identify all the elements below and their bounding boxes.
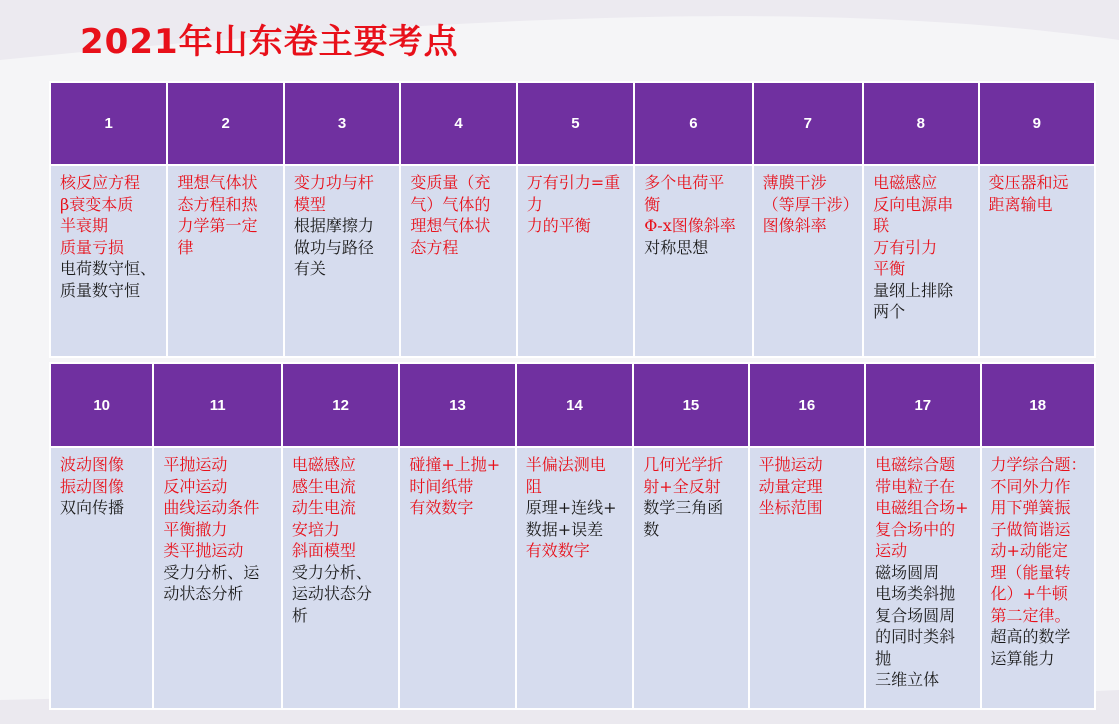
question-number-9: 9 <box>980 83 1095 164</box>
topic-line: 第二定律。 <box>990 605 1071 625</box>
topic-line: 碰撞+上抛+ <box>409 455 501 474</box>
topic-line: 射+全反射 <box>643 476 721 496</box>
topic-cell-6 <box>635 166 751 356</box>
topic-line: 超高的数学 <box>990 627 1071 646</box>
topic-line: 变质量（充 <box>410 173 491 192</box>
topic-line: 衡 <box>644 194 661 214</box>
topic-line: β衰变本质 <box>60 194 134 214</box>
question-number-13: 13 <box>400 364 514 446</box>
topic-line: 运动状态分 <box>291 584 372 603</box>
topic-line: 万有引力=重 <box>526 173 621 192</box>
topic-line: 态方程 <box>410 237 459 257</box>
topic-cell-15 <box>634 448 747 708</box>
topic-line: 安培力 <box>291 519 340 539</box>
topic-line: 反冲运动 <box>163 476 228 496</box>
topic-cell-10 <box>51 448 152 708</box>
question-number-2: 2 <box>168 83 282 164</box>
topic-line: 子做简谐运 <box>990 519 1071 539</box>
topic-line: 数据+误差 <box>525 519 604 539</box>
topic-line: 变力功与杆 <box>293 173 374 192</box>
topic-line: 阻 <box>525 476 542 496</box>
question-number-17: 17 <box>866 364 979 446</box>
topic-line: 类平抛运动 <box>163 541 244 560</box>
topic-cell-1 <box>51 166 166 356</box>
topic-line: 波动图像 <box>60 455 125 474</box>
topic-line: 复合场中的 <box>875 519 956 539</box>
topic-cell-14 <box>517 448 632 708</box>
topic-line: 距离输电 <box>988 194 1053 214</box>
topic-line: 模型 <box>293 194 326 214</box>
topic-line: 态方程和热 <box>177 194 258 214</box>
topic-line: 电场类斜抛 <box>875 584 956 603</box>
topic-line: 电荷数守恒、 <box>60 259 157 278</box>
topic-line: 理想气体状 <box>177 173 258 192</box>
question-number-6: 6 <box>635 83 751 164</box>
topic-line: 三维立体 <box>875 670 940 689</box>
topic-line: 运算能力 <box>990 648 1055 668</box>
topic-line: 动状态分析 <box>163 584 244 603</box>
topic-line: 动量定理 <box>758 476 823 496</box>
question-number-11: 11 <box>154 364 280 446</box>
topic-line: 有关 <box>293 259 326 278</box>
topic-line: 有效数字 <box>409 498 474 517</box>
topic-line: 电磁感应 <box>873 173 938 192</box>
topic-line: （等厚干涉） <box>762 194 859 214</box>
topic-line: 数 <box>643 519 660 539</box>
topic-cell-12 <box>283 448 398 708</box>
topic-line: Φ-x图像斜率 <box>644 216 736 235</box>
topic-line: 律 <box>177 237 194 257</box>
topic-line: 联 <box>873 216 890 235</box>
topic-line: 数学三角函 <box>643 498 724 517</box>
topic-line: 力学综合题： <box>990 455 1087 474</box>
page-title: 2021年山东卷主要考点 <box>80 22 459 62</box>
question-number-12: 12 <box>283 364 398 446</box>
topic-line: 抛 <box>875 648 892 668</box>
topic-line: 几何光学折 <box>643 455 724 474</box>
topic-cell-5 <box>518 166 633 356</box>
topic-line: 化）+牛顿 <box>990 584 1068 603</box>
topic-line: 反向电源串 <box>873 194 954 214</box>
question-number-5: 5 <box>518 83 633 164</box>
topic-line: 运动 <box>875 541 908 560</box>
topic-line: 理想气体状 <box>410 216 491 235</box>
topic-line: 平衡 <box>873 259 906 278</box>
topic-line: 动生电流 <box>291 498 356 517</box>
topic-cell-4 <box>401 166 515 356</box>
topic-line: 平抛运动 <box>163 455 228 474</box>
topic-line: 图像斜率 <box>762 216 827 235</box>
topic-cell-16 <box>750 448 864 708</box>
topic-line: 平抛运动 <box>758 455 823 474</box>
topic-line: 振动图像 <box>60 476 125 496</box>
topic-line: 半偏法测电 <box>525 455 606 474</box>
topics-table-top <box>49 81 1096 358</box>
topic-line: 薄膜干涉 <box>762 173 827 192</box>
question-number-3: 3 <box>285 83 399 164</box>
topic-line: 平衡撤力 <box>163 519 228 539</box>
topic-line: 坐标范围 <box>758 498 823 517</box>
topic-line: 电磁感应 <box>291 455 356 474</box>
topic-line: 半衰期 <box>60 216 109 235</box>
topic-line: 根据摩擦力 <box>293 216 374 235</box>
topic-cell-13 <box>400 448 514 708</box>
topic-line: 万有引力 <box>873 237 938 257</box>
topic-line: 两个 <box>873 302 906 321</box>
topic-line: 感生电流 <box>291 476 356 496</box>
topic-cell-9 <box>980 166 1095 356</box>
topic-line: 质量亏损 <box>60 237 125 257</box>
topic-line: 电磁组合场+ <box>875 498 969 517</box>
topic-line: 多个电荷平 <box>644 173 725 192</box>
topic-line: 不同外力作 <box>990 476 1071 496</box>
topic-line: 气）气体的 <box>410 194 491 214</box>
topic-cell-7 <box>754 166 862 356</box>
topic-line: 析 <box>291 605 308 625</box>
topic-line: 力 <box>526 194 543 214</box>
topic-line: 曲线运动条件 <box>163 498 260 517</box>
topic-line: 力的平衡 <box>526 216 591 235</box>
topic-cell-17 <box>866 448 979 708</box>
topic-line: 的同时类斜 <box>875 627 956 646</box>
topic-line: 力学第一定 <box>177 216 258 235</box>
question-number-10: 10 <box>51 364 152 446</box>
question-number-15: 15 <box>634 364 747 446</box>
topic-line: 双向传播 <box>60 498 125 517</box>
topic-line: 受力分析、 <box>291 562 372 582</box>
topic-line: 有效数字 <box>525 541 590 560</box>
topic-line: 斜面模型 <box>291 541 356 560</box>
question-number-1: 1 <box>51 83 166 164</box>
question-number-18: 18 <box>982 364 1095 446</box>
topics-table-bottom <box>49 362 1096 710</box>
topic-line: 动+动能定 <box>990 541 1068 560</box>
topic-cell-18 <box>982 448 1095 708</box>
topic-line: 电磁综合题 <box>875 455 956 474</box>
topic-line: 变压器和远 <box>988 173 1069 192</box>
topic-cell-2 <box>168 166 282 356</box>
topic-line: 带电粒子在 <box>875 476 956 496</box>
topic-cell-11 <box>154 448 280 708</box>
topic-line: 磁场圆周 <box>875 562 940 582</box>
topic-line: 受力分析、运 <box>163 562 260 582</box>
topic-line: 时间纸带 <box>409 476 474 496</box>
question-number-14: 14 <box>517 364 632 446</box>
question-number-4: 4 <box>401 83 515 164</box>
topic-cell-8 <box>864 166 977 356</box>
question-number-16: 16 <box>750 364 864 446</box>
topic-line: 理（能量转 <box>990 562 1071 582</box>
topic-cell-3 <box>285 166 399 356</box>
topic-line: 质量数守恒 <box>60 280 141 300</box>
topic-line: 做功与路径 <box>293 237 374 257</box>
topic-line: 对称思想 <box>644 237 709 257</box>
question-number-7: 7 <box>754 83 862 164</box>
topic-line: 用下弹簧振 <box>990 498 1071 517</box>
topic-line: 量纲上排除 <box>873 280 954 300</box>
topic-line: 复合场圆周 <box>875 605 956 625</box>
question-number-8: 8 <box>864 83 977 164</box>
topic-line: 核反应方程 <box>60 173 141 192</box>
topic-line: 原理+连线+ <box>525 498 617 517</box>
